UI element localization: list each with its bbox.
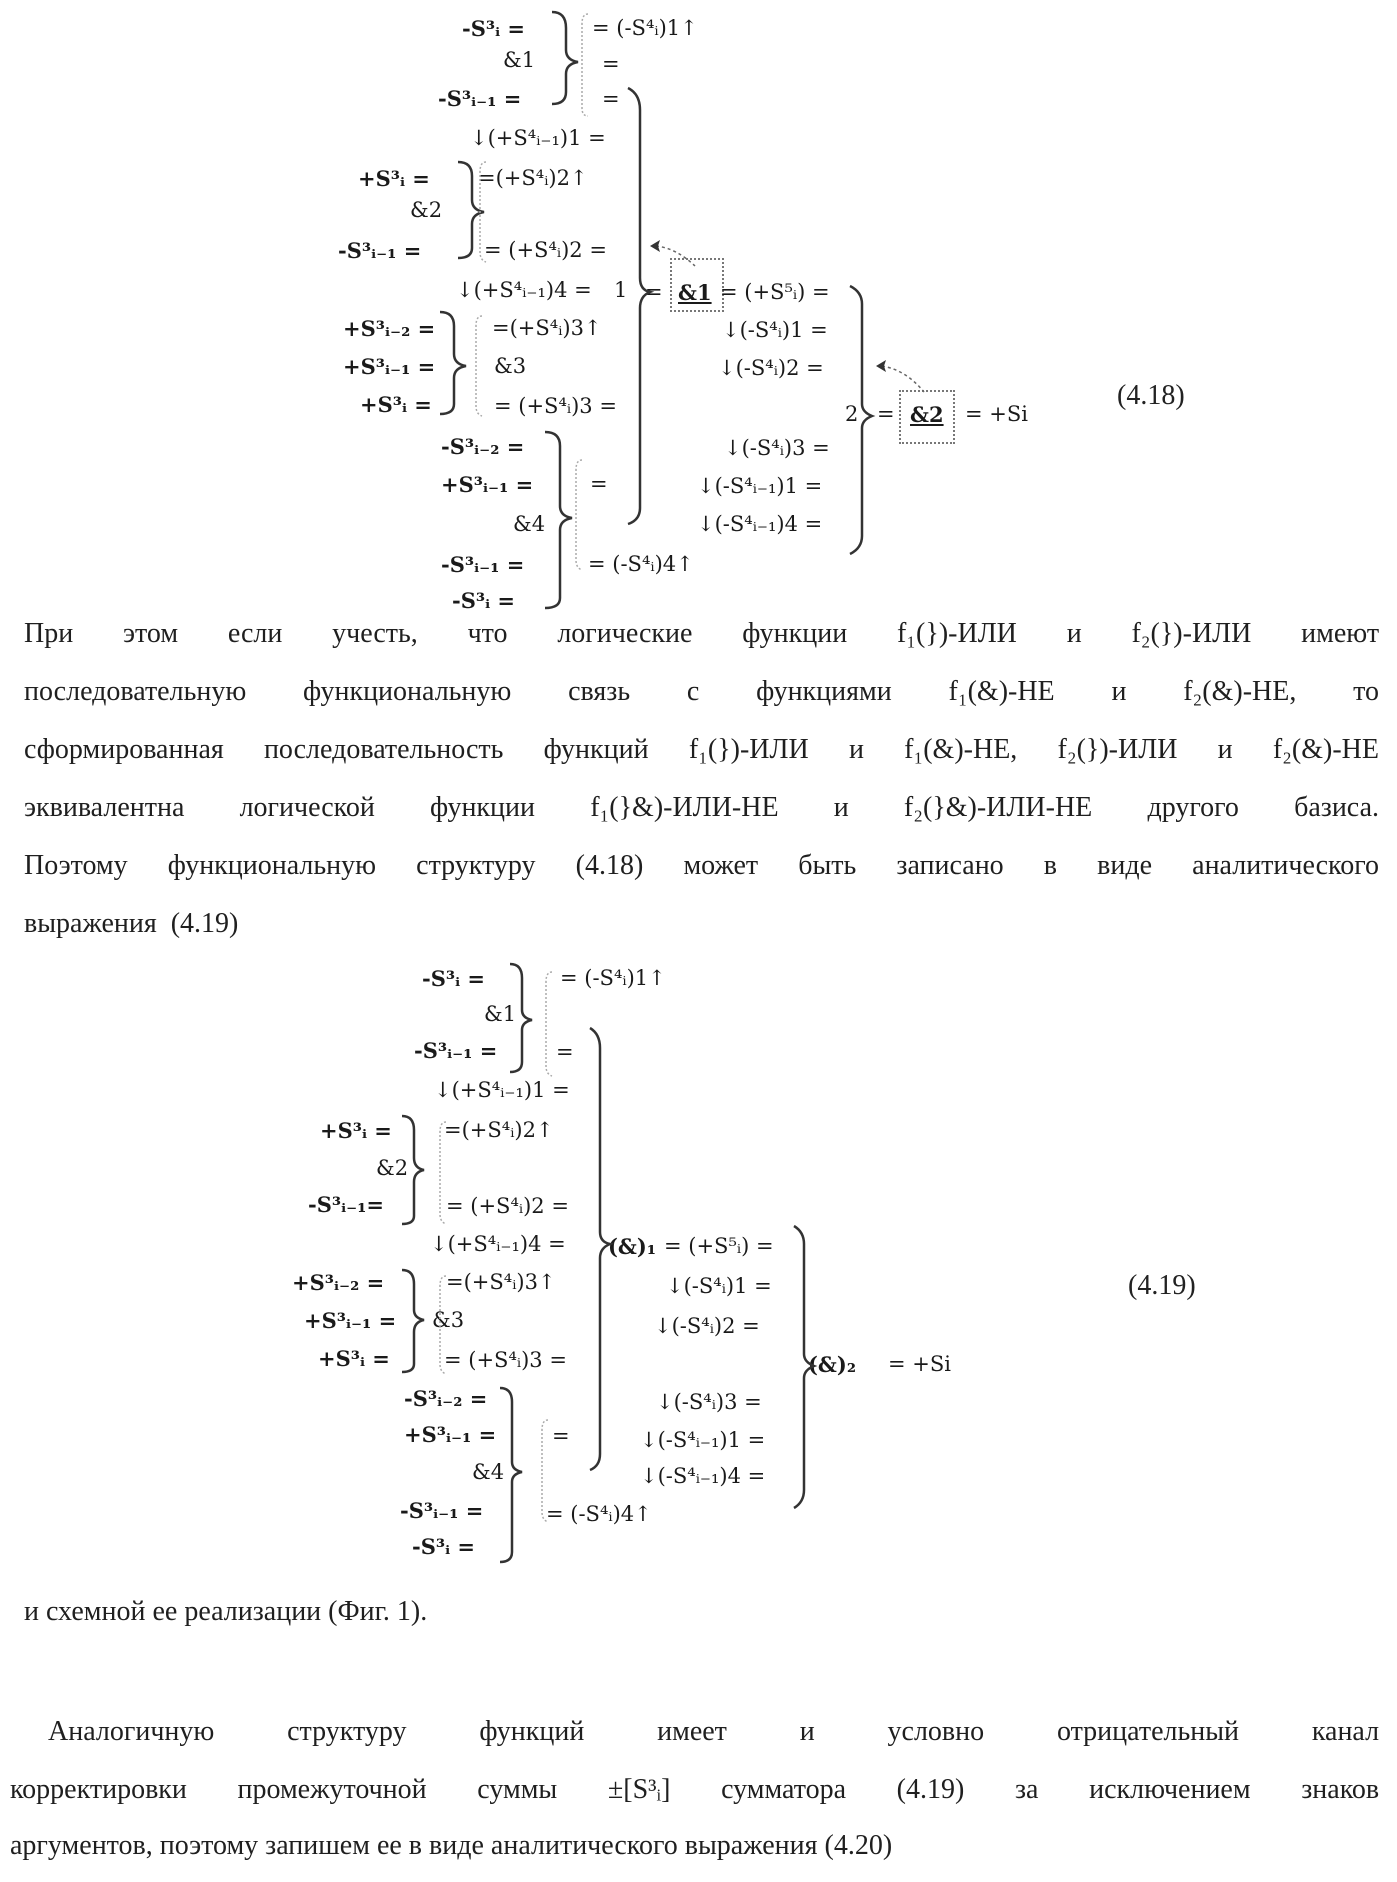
eq418-and2: &2 xyxy=(910,404,944,425)
word: Поэтому функциональную структуру xyxy=(24,850,536,881)
word: отрицательный xyxy=(1057,1716,1239,1747)
word: f₂(})-ИЛИ xyxy=(1131,618,1251,649)
word: другого базиса. xyxy=(1147,792,1379,823)
word: имеют xyxy=(1301,618,1379,649)
word: эквивалентна xyxy=(24,792,184,823)
word: логической функции xyxy=(240,792,535,823)
eq418-and1-out: = (+S⁵ᵢ) = xyxy=(720,282,830,303)
word: f₂(}&)-ИЛИ-НЕ xyxy=(904,792,1092,823)
para3-line-1 xyxy=(48,1718,1379,1746)
eq418-g2-out2: = (+S⁴ᵢ)2 = xyxy=(484,240,607,261)
eq418-and2-eq: = xyxy=(877,404,895,425)
eq418-label1: 1 xyxy=(614,280,627,301)
eq419-g1-gate: &1 xyxy=(484,1004,516,1025)
eq419-g1-in1: -S³ᵢ = xyxy=(422,968,485,989)
eq419-g1-out1: = (-S⁴ᵢ)1↑ xyxy=(560,968,666,989)
eq418-g4-gate: &4 xyxy=(513,514,545,535)
eq418-g1-out2: = xyxy=(602,54,620,75)
eq418-t2: ↓(+S⁴ᵢ₋₁)4 = xyxy=(456,280,592,301)
word: может быть записано в виде xyxy=(683,850,1152,881)
eq418-g4-in4: -S³ᵢ = xyxy=(452,590,515,611)
eq419-g4-in4: -S³ᵢ = xyxy=(412,1536,475,1557)
word: за xyxy=(1015,1774,1039,1805)
word: то xyxy=(1353,676,1379,707)
eq419-g2-gate: &2 xyxy=(376,1158,408,1179)
eq418-and1-eq: = xyxy=(645,282,663,303)
word: логические xyxy=(557,618,692,649)
word: корректировки xyxy=(10,1774,187,1805)
word: промежуточной xyxy=(238,1774,427,1805)
word: что xyxy=(468,618,508,649)
eq418-g2-out1: =(+S⁴ᵢ)2↑ xyxy=(478,168,588,189)
eq418-g4-out2: = (-S⁴ᵢ)4↑ xyxy=(588,554,694,575)
eq419-t1: ↓(+S⁴ᵢ₋₁)1 = xyxy=(434,1080,570,1101)
eq419-g2-in1: +S³ᵢ = xyxy=(320,1120,392,1141)
eq418-result: = +Si xyxy=(965,404,1028,425)
word: если xyxy=(228,618,283,649)
word: выражения xyxy=(24,908,157,939)
word: имеет xyxy=(657,1716,727,1747)
para3-line-2 xyxy=(10,1776,1379,1804)
eq419-t2: ↓(+S⁴ᵢ₋₁)4 = xyxy=(430,1234,566,1255)
eq418-and1: &1 xyxy=(678,282,712,303)
word: (4.18) xyxy=(576,850,644,881)
eq418-r4: ↓(-S⁴ᵢ₋₁)1 = xyxy=(697,476,822,497)
word: ±[S³ᵢ] xyxy=(608,1774,671,1805)
eq418-g2-gate: &2 xyxy=(410,200,442,221)
eq419-g4-out1: = xyxy=(552,1426,570,1447)
eq418-r5: ↓(-S⁴ᵢ₋₁)4 = xyxy=(697,514,822,535)
word: с xyxy=(687,676,699,707)
eq419-g1-out2: = xyxy=(556,1042,574,1063)
word: сформированная последовательность функций xyxy=(24,734,649,765)
eq419-g4-in1: -S³ᵢ₋₂ = xyxy=(404,1388,487,1409)
eq418-g1-in1: -S³ᵢ = xyxy=(462,18,525,39)
paragraph-2: и схемной ее реализации (Фиг. 1). xyxy=(24,1598,1379,1626)
eq418-r3: ↓(-S⁴ᵢ)3 = xyxy=(724,438,830,459)
eq419-g4-in2: +S³ᵢ₋₁ = xyxy=(404,1424,496,1445)
eq418-t1: ↓(+S⁴ᵢ₋₁)1 = xyxy=(470,128,606,149)
eq419-r5: ↓(-S⁴ᵢ₋₁)4 = xyxy=(640,1466,765,1487)
word: f₁(&)-НЕ xyxy=(949,676,1055,707)
eq418-g3-in1: +S³ᵢ₋₂ = xyxy=(343,318,435,339)
word: условно xyxy=(888,1716,985,1747)
eq419-r1: ↓(-S⁴ᵢ)1 = xyxy=(666,1276,772,1297)
eq419-r4: ↓(-S⁴ᵢ₋₁)1 = xyxy=(640,1430,765,1451)
word: (4.19) xyxy=(897,1774,965,1805)
eq418-label2: 2 xyxy=(845,404,858,425)
word: связь xyxy=(568,676,630,707)
word: последовательную xyxy=(24,676,246,707)
word: f₂(&)-НЕ, xyxy=(1183,676,1296,707)
eq419-and1: (&)₁ xyxy=(608,1236,656,1257)
eq419-r3: ↓(-S⁴ᵢ)3 = xyxy=(656,1392,762,1413)
eq419-g2-in2: -S³ᵢ₋₁= xyxy=(308,1194,384,1215)
eq419-g3-gate: &3 xyxy=(432,1310,464,1331)
word: структуру xyxy=(287,1716,406,1747)
word: суммы xyxy=(477,1774,557,1805)
word: функций xyxy=(479,1716,584,1747)
word: функциональную xyxy=(303,676,511,707)
word: функции xyxy=(742,618,847,649)
word: и xyxy=(800,1716,815,1747)
eq419-g3-out2: = (+S⁴ᵢ)3 = xyxy=(444,1350,567,1371)
eq419-result: = +Si xyxy=(888,1354,951,1375)
eq419-g3-in1: +S³ᵢ₋₂ = xyxy=(292,1272,384,1293)
word: При xyxy=(24,618,73,649)
eq419-g4-gate: &4 xyxy=(472,1462,504,1483)
word: этом xyxy=(123,618,178,649)
word: f₁(})-ИЛИ xyxy=(897,618,1017,649)
eq418-g1-out3: = xyxy=(602,89,620,110)
para3-line-3: аргументов, поэтому запишем ее в виде аналитического выражения (4.20) xyxy=(10,1832,1365,1860)
eq418-g4-in1: -S³ᵢ₋₂ = xyxy=(441,436,524,457)
eq418-g1-in2: -S³ᵢ₋₁ = xyxy=(438,88,521,109)
eq419-g3-out1: =(+S⁴ᵢ)3↑ xyxy=(446,1272,556,1293)
word: исключением xyxy=(1089,1774,1250,1805)
word: f₂(&)-НЕ xyxy=(1273,734,1379,765)
eq418-g2-in1: +S³ᵢ = xyxy=(358,168,430,189)
eq418-number: (4.18) xyxy=(1117,380,1185,412)
word: и xyxy=(1067,618,1082,649)
eq419-and2: (&)₂ xyxy=(808,1354,856,1375)
eq418-g3-gate: &3 xyxy=(494,356,526,377)
eq419-and1-out: = (+S⁵ᵢ) = xyxy=(664,1236,774,1257)
word: знаков xyxy=(1301,1774,1379,1805)
word: f₁(}&)-ИЛИ-НЕ xyxy=(590,792,778,823)
eq418-g3-in2: +S³ᵢ₋₁ = xyxy=(343,356,435,377)
eq418-g4-in2: +S³ᵢ₋₁ = xyxy=(441,474,533,495)
eq418-g1-gate: &1 xyxy=(503,50,535,71)
eq418-g2-in2: -S³ᵢ₋₁ = xyxy=(338,240,421,261)
word: f₁(})-ИЛИ и f₁(&)-НЕ, f₂(})-ИЛИ и xyxy=(689,734,1233,765)
eq419-r2: ↓(-S⁴ᵢ)2 = xyxy=(654,1316,760,1337)
eq418-r1: ↓(-S⁴ᵢ)1 = xyxy=(722,320,828,341)
word: сумматора xyxy=(721,1774,846,1805)
eq419-g3-in3: +S³ᵢ = xyxy=(318,1348,390,1369)
word: учесть, xyxy=(332,618,418,649)
eq419-g3-in2: +S³ᵢ₋₁ = xyxy=(304,1310,396,1331)
word: (4.19) xyxy=(171,908,239,939)
eq418-g3-out1: =(+S⁴ᵢ)3↑ xyxy=(492,318,602,339)
eq418-g4-out1: = xyxy=(590,474,608,495)
eq419-g1-in2: -S³ᵢ₋₁ = xyxy=(414,1040,497,1061)
word: канал xyxy=(1312,1716,1379,1747)
eq418-g3-in3: +S³ᵢ = xyxy=(360,394,432,415)
eq418-g4-in3: -S³ᵢ₋₁ = xyxy=(441,554,524,575)
eq419-g4-out2: = (-S⁴ᵢ)4↑ xyxy=(546,1504,652,1525)
word: аналитического xyxy=(1192,850,1379,881)
eq418-g3-out2: = (+S⁴ᵢ)3 = xyxy=(494,396,617,417)
word: и xyxy=(1111,676,1126,707)
eq419-g2-out2: = (+S⁴ᵢ)2 = xyxy=(446,1196,569,1217)
eq419-g4-in3: -S³ᵢ₋₁ = xyxy=(400,1500,483,1521)
word: функциями xyxy=(756,676,892,707)
eq418-g1-out1: = (-S⁴ᵢ)1↑ xyxy=(592,18,698,39)
word: и xyxy=(834,792,849,823)
eq418-r2: ↓(-S⁴ᵢ)2 = xyxy=(718,358,824,379)
word: Аналогичную xyxy=(48,1716,214,1747)
eq419-brackets xyxy=(0,0,1397,1582)
eq419-g2-out1: =(+S⁴ᵢ)2↑ xyxy=(444,1120,554,1141)
eq419-number: (4.19) xyxy=(1128,1270,1196,1302)
